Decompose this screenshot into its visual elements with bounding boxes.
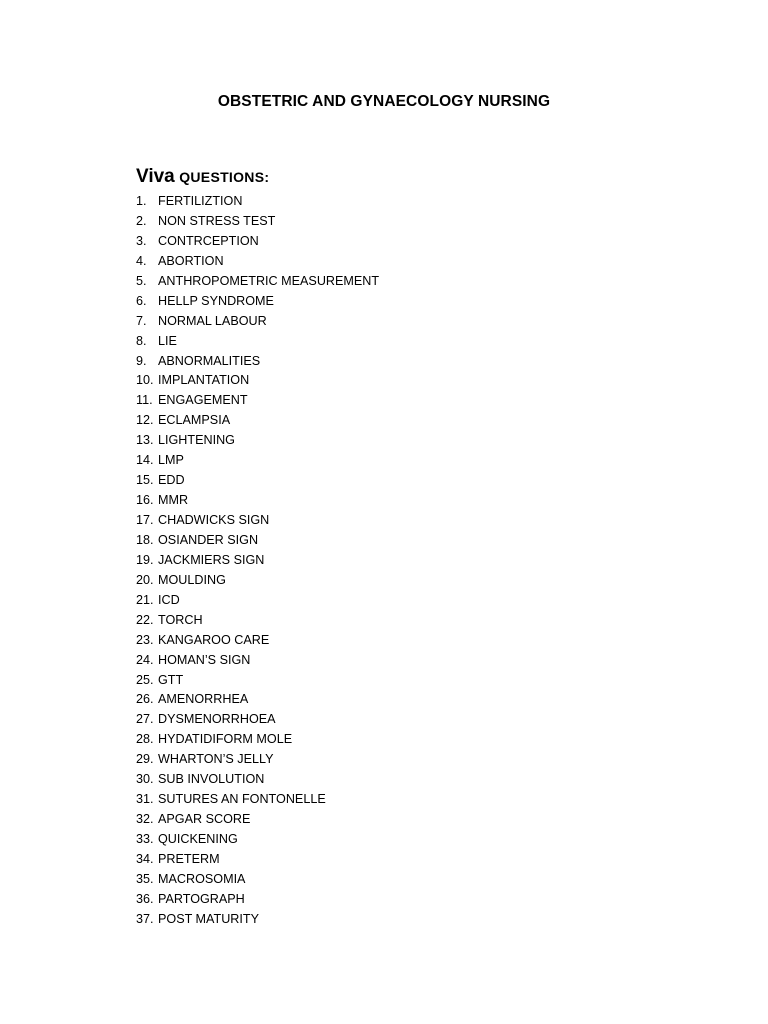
list-item-number: 27. (136, 712, 154, 727)
list-item-text: APGAR SCORE (158, 812, 251, 827)
list-item-number: 35. (136, 871, 154, 886)
list-item-text: JACKMIERS SIGN (158, 552, 265, 567)
list-item-text: SUB INVOLUTION (158, 772, 265, 787)
list-item-text: ENGAGEMENT (158, 393, 248, 408)
list-item-number: 17. (136, 513, 154, 527)
list-item-text: FERTILIZTION (158, 194, 243, 208)
list-item (136, 232, 379, 252)
list-item (136, 272, 379, 292)
list-item-text: ABNORMALITIES (158, 353, 261, 368)
list-item-number: 28. (136, 732, 154, 747)
list-item-number: 13. (136, 433, 154, 448)
list-item (136, 391, 379, 411)
list-item-text: SUTURES AN FONTONELLE (158, 792, 326, 807)
list-item-number: 25. (136, 672, 154, 687)
list-item-number: 29. (136, 752, 154, 767)
list-item-number: 15. (136, 473, 154, 488)
list-item (136, 531, 379, 551)
list-item-text: ANTHROPOMETRIC MEASUREMENT (158, 273, 380, 288)
list-item (136, 332, 379, 352)
list-item-text: NON STRESS TEST (158, 213, 276, 228)
list-item-number: 36. (136, 891, 154, 906)
list-item-text: EDD (158, 473, 185, 488)
list-item-number: 6. (136, 293, 147, 308)
list-item-text: OSIANDER SIGN (158, 532, 259, 547)
list-item-number: 34. (136, 851, 154, 866)
list-item-text: ICD (158, 592, 180, 607)
list-item-number: 4. (136, 253, 147, 268)
list-item-text: HOMAN’S SIGN (158, 652, 251, 667)
list-item (136, 671, 379, 691)
list-item-number: 32. (136, 812, 154, 827)
list-item (136, 591, 379, 611)
list-item (136, 631, 379, 651)
list-item-text: KANGAROO CARE (158, 632, 270, 647)
list-item-number: 30. (136, 772, 154, 787)
list-item (136, 571, 379, 591)
section-heading (136, 166, 269, 188)
list-item-text: TORCH (158, 612, 203, 627)
list-item-number: 7. (136, 313, 147, 328)
list-item (136, 770, 379, 790)
list-item-text: PRETERM (158, 851, 220, 866)
list-item-text: HELLP SYNDROME (158, 293, 274, 308)
list-item-text: LIE (158, 333, 177, 348)
list-item-number: 31. (136, 792, 154, 807)
list-item (136, 850, 379, 870)
list-item-text: POST MATURITY (158, 911, 259, 926)
list-item (136, 830, 379, 850)
list-item-number: 22. (136, 612, 154, 627)
list-item (136, 371, 379, 391)
list-item (136, 710, 379, 730)
list-item-text: DYSMENORRHOEA (158, 712, 276, 727)
list-item (136, 690, 379, 710)
list-item (136, 511, 379, 531)
list-item (136, 212, 379, 232)
list-item-number: 3. (136, 233, 147, 248)
list-item (136, 352, 379, 372)
list-item-number: 5. (136, 273, 147, 288)
list-item (136, 312, 379, 332)
list-item (136, 292, 379, 312)
list-item-number: 2. (136, 213, 147, 228)
list-item-text: AMENORRHEA (158, 692, 249, 707)
list-item (136, 471, 379, 491)
list-item (136, 651, 379, 671)
list-item (136, 890, 379, 910)
list-item-text: WHARTON’S JELLY (158, 752, 274, 767)
section-heading-main: Viva (136, 166, 175, 187)
list-item-text: CONTRCEPTION (158, 233, 259, 248)
list-item-text: NORMAL LABOUR (158, 313, 267, 328)
list-item-text: IMPLANTATION (158, 373, 250, 388)
list-item (136, 870, 379, 890)
list-item-text: ECLAMPSIA (158, 413, 231, 428)
page-title: OBSTETRIC AND GYNAECOLOGY NURSING (217, 93, 551, 110)
section-heading-sub: QUESTIONS (179, 169, 265, 185)
list-item (136, 810, 379, 830)
list-item-text: GTT (158, 672, 184, 687)
list-item-number: 20. (136, 572, 154, 587)
list-item-text: QUICKENING (158, 832, 238, 846)
list-item (136, 910, 379, 930)
list-item-number: 11. (136, 393, 153, 408)
list-item (136, 551, 379, 571)
list-item (136, 192, 379, 212)
list-item-number: 10. (136, 373, 154, 388)
list-item-number: 16. (136, 493, 154, 508)
list-item (136, 611, 379, 631)
list-item (136, 252, 379, 272)
list-item-text: MMR (158, 493, 189, 508)
list-item-number: 24. (136, 652, 154, 667)
list-item-number: 18. (136, 532, 154, 547)
list-item-number: 9. (136, 353, 147, 368)
list-item-text: LIGHTENING (158, 433, 235, 448)
list-item-number: 33. (136, 832, 154, 846)
list-item (136, 730, 379, 750)
list-item (136, 790, 379, 810)
list-item-number: 26. (136, 692, 154, 707)
list-item-text: MACROSOMIA (158, 871, 246, 886)
list-item-number: 23. (136, 632, 154, 647)
list-item (136, 491, 379, 511)
list-item-text: PARTOGRAPH (158, 891, 245, 906)
question-list (136, 192, 379, 930)
list-item-number: 19. (136, 552, 154, 567)
list-item-text: ABORTION (158, 253, 224, 268)
list-item-text: HYDATIDIFORM MOLE (158, 732, 293, 747)
list-item (136, 411, 379, 431)
list-item-text: CHADWICKS SIGN (158, 513, 270, 527)
list-item-number: 12. (136, 413, 154, 428)
list-item (136, 750, 379, 770)
list-item (136, 431, 379, 451)
section-heading-colon: : (264, 169, 270, 185)
list-item-number: 21. (136, 592, 154, 607)
list-item-number: 37. (136, 911, 154, 926)
list-item-number: 14. (136, 453, 154, 468)
list-item-text: MOULDING (158, 572, 226, 587)
list-item-number: 8. (136, 333, 147, 348)
list-item-number: 1. (136, 194, 147, 208)
list-item (136, 451, 379, 471)
list-item-text: LMP (158, 453, 184, 468)
